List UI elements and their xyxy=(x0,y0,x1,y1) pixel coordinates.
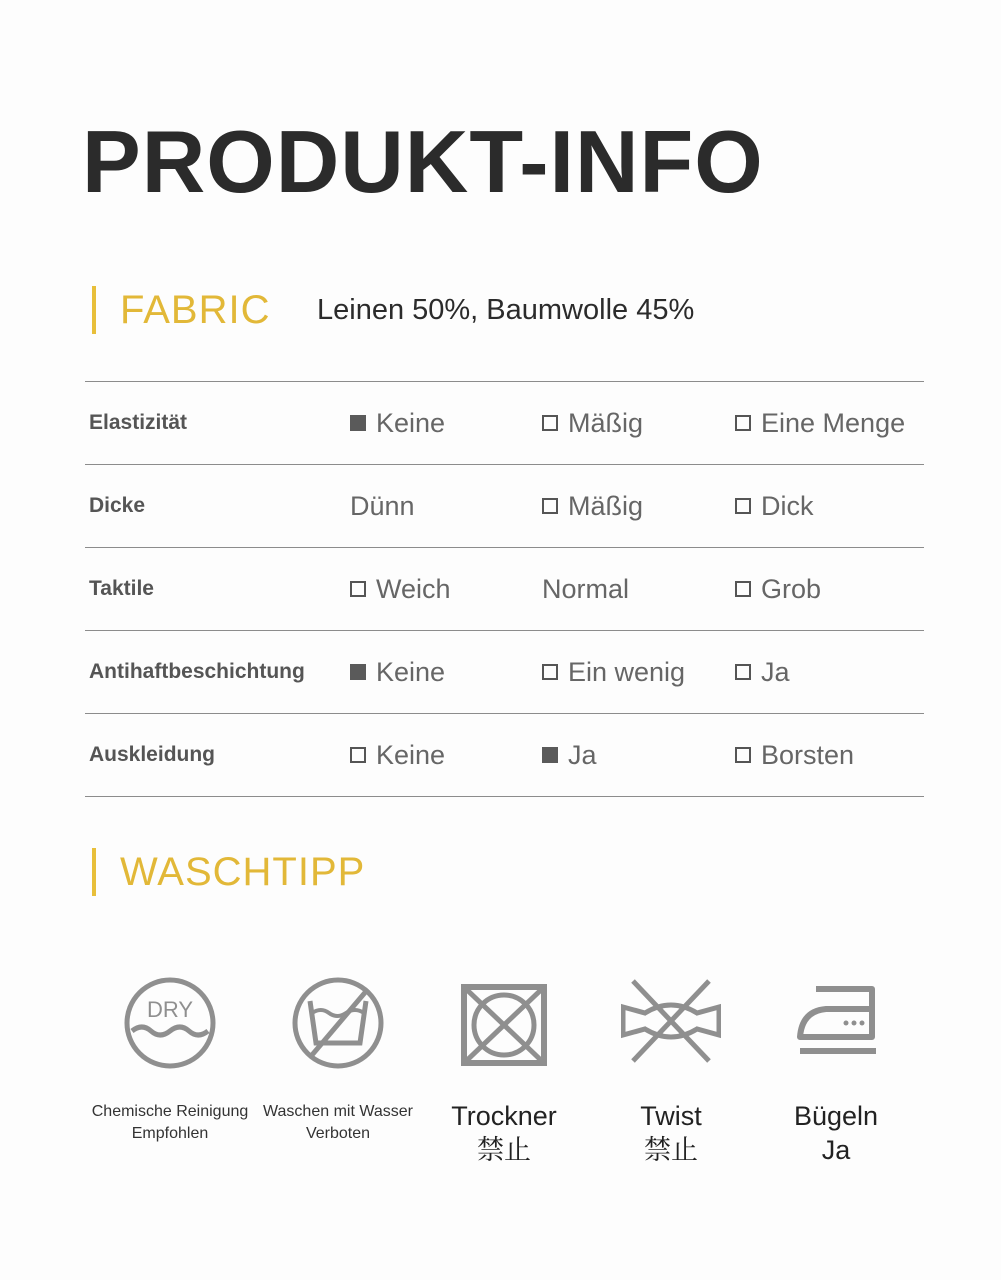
row-label: Auskleidung xyxy=(89,743,216,766)
option-label: Keine xyxy=(376,407,446,438)
caption-line: Verboten xyxy=(305,1125,371,1142)
unchecked-box-icon xyxy=(350,581,366,597)
caption-line: Twist xyxy=(640,1101,702,1131)
option xyxy=(735,714,854,796)
option-label: Grob xyxy=(761,573,822,604)
care-caption xyxy=(794,1099,878,1167)
option-label: Keine xyxy=(376,656,446,687)
care-item-no-tumble-dry xyxy=(419,975,589,1167)
care-item-iron xyxy=(751,975,921,1167)
caption-line: Waschen mit Wasser xyxy=(263,1103,413,1120)
svg-text:DRY: DRY xyxy=(146,997,194,1022)
option-label: Mäßig xyxy=(568,490,644,521)
table-row xyxy=(85,382,924,465)
no-wring-icon xyxy=(621,975,721,1071)
unchecked-box-icon xyxy=(542,498,558,514)
option xyxy=(542,631,685,713)
option xyxy=(542,714,597,796)
caption-line: Empfohlen xyxy=(131,1125,209,1142)
option xyxy=(350,465,415,547)
care-item-dry-clean xyxy=(85,975,255,1145)
page-title: PRODUKT-INFO xyxy=(82,112,764,211)
care-caption xyxy=(263,1101,413,1145)
option-label: Ja xyxy=(761,656,790,687)
caption-line: 禁止 xyxy=(643,1135,698,1165)
row-label: Antihaftbeschichtung xyxy=(89,660,305,683)
option xyxy=(735,548,821,630)
option-label: Dünn xyxy=(350,490,415,521)
care-caption xyxy=(451,1099,557,1167)
care-caption xyxy=(92,1101,249,1145)
unchecked-box-icon xyxy=(735,498,751,514)
iron-icon xyxy=(788,975,884,1071)
unchecked-box-icon xyxy=(735,415,751,431)
caption-line: Trockner xyxy=(451,1101,557,1131)
option xyxy=(542,382,643,464)
wash-section-header xyxy=(92,848,365,896)
fabric-composition: Leinen 50%, Baumwolle 45% xyxy=(317,294,695,326)
option-label: Normal xyxy=(542,573,630,604)
option-label: Keine xyxy=(376,739,446,770)
unchecked-box-icon xyxy=(542,415,558,431)
accent-bar xyxy=(92,848,96,896)
option-label: Dick xyxy=(761,490,814,521)
care-item-no-wash xyxy=(253,975,423,1145)
option xyxy=(350,548,451,630)
option xyxy=(542,548,629,630)
table-row xyxy=(85,631,924,714)
option xyxy=(735,382,905,464)
option-label: Weich xyxy=(376,573,451,604)
option xyxy=(735,631,790,713)
row-label: Elastizität xyxy=(89,411,188,434)
checked-box-icon xyxy=(350,415,366,431)
unchecked-box-icon xyxy=(735,747,751,763)
unchecked-box-icon xyxy=(350,747,366,763)
no-tumble-dry-icon xyxy=(456,975,552,1071)
option-label: Ja xyxy=(568,739,597,770)
caption-line: 禁止 xyxy=(477,1135,531,1165)
row-label: Dicke xyxy=(89,494,146,517)
dry-clean-icon xyxy=(122,975,218,1071)
caption-line: Ja xyxy=(821,1135,851,1165)
option xyxy=(735,465,814,547)
checked-box-icon xyxy=(542,747,558,763)
option xyxy=(350,631,445,713)
unchecked-box-icon xyxy=(735,664,751,680)
unchecked-box-icon xyxy=(542,664,558,680)
care-item-no-wring xyxy=(586,975,756,1167)
table-row xyxy=(85,714,924,797)
no-wash-icon xyxy=(290,975,386,1071)
caption-line: Bügeln xyxy=(793,1101,879,1131)
option-label: Borsten xyxy=(761,739,855,770)
option-label: Eine Menge xyxy=(761,407,906,438)
fabric-label: FABRIC xyxy=(120,287,271,332)
properties-table xyxy=(85,381,924,797)
caption-line: Chemische Reinigung xyxy=(91,1103,249,1120)
wash-label: WASCHTIPP xyxy=(120,849,366,894)
checked-box-icon xyxy=(350,664,366,680)
table-row xyxy=(85,548,924,631)
fabric-section-header xyxy=(92,286,270,334)
care-caption xyxy=(640,1099,702,1167)
option xyxy=(542,465,643,547)
option xyxy=(350,714,445,796)
option xyxy=(350,382,445,464)
table-row xyxy=(85,465,924,548)
unchecked-box-icon xyxy=(735,581,751,597)
accent-bar xyxy=(92,286,96,334)
option-label: Ein wenig xyxy=(568,656,686,687)
option-label: Mäßig xyxy=(568,407,644,438)
row-label: Taktile xyxy=(89,577,154,600)
